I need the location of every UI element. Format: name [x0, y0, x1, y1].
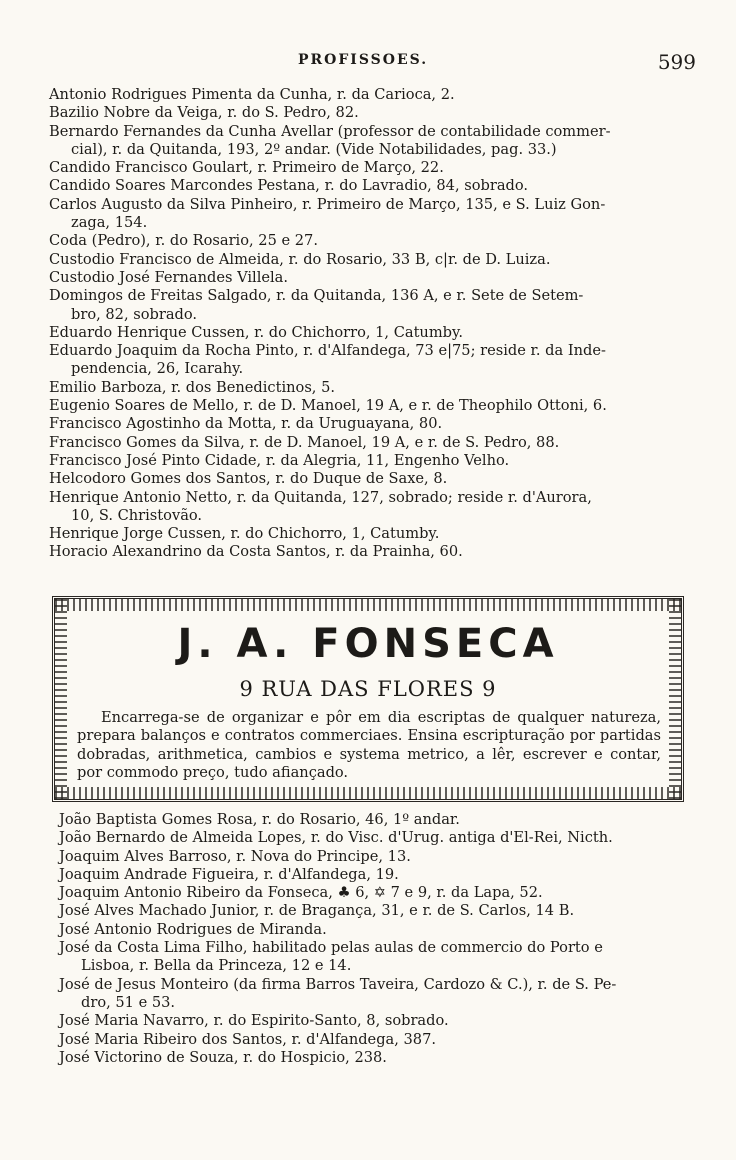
- entry-line: Coda (Pedro), r. do Rosario, 25 e 27.: [49, 232, 318, 250]
- entry-line: Francisco Gomes da Silva, r. de D. Manoel, 19 A, e r. de S. Pedro, 88.: [49, 433, 560, 451]
- directory-entry: [60, 884, 690, 902]
- entry-line: José da Costa Lima Filho, habilitado pelas aulas de commercio do Porto e: [59, 939, 603, 957]
- entry-continuation-line: dro, 51 e 53.: [81, 993, 176, 1011]
- entry-line: Domingos de Freitas Salgado, r. da Quitanda, 136 A, e r. Sete de Setem-: [49, 287, 584, 305]
- entry-line: Joaquim Andrade Figueira, r. d'Alfandega, 19.: [59, 865, 399, 883]
- directory-entry: [50, 104, 690, 122]
- entry-line: João Baptista Gomes Rosa, r. do Rosario, 46, 1º andar.: [59, 811, 460, 828]
- entry-continuation-line: pendencia, 26, Icarahy.: [71, 360, 244, 378]
- directory-entry: [60, 939, 690, 976]
- entry-line: Francisco Agostinho da Motta, r. da Uruguayana, 80.: [49, 415, 443, 433]
- entry-line: Eugenio Soares de Mello, r. de D. Manoel, 19 A, e r. de Theophilo Ottoni, 6.: [49, 397, 607, 415]
- directory-entry: [60, 848, 690, 866]
- entry-line: José Maria Ribeiro dos Santos, r. d'Alfandega, 387.: [59, 1030, 437, 1048]
- directory-entry: [50, 287, 690, 324]
- entry-line: Joaquim Alves Barroso, r. Nova do Principe, 13.: [59, 847, 411, 865]
- entry-line: José Maria Navarro, r. do Espirito-Santo, 8, sobrado.: [59, 1012, 449, 1030]
- advertisement-box: [52, 596, 684, 802]
- directory-entry: [60, 1031, 690, 1049]
- ornamental-border-bottom: [55, 787, 681, 799]
- entry-line: José Alves Machado Junior, r. de Bragança, 31, e r. de S. Carlos, 14 B.: [59, 902, 575, 920]
- entry-line: Francisco José Pinto Cidade, r. da Alegria, 11, Engenho Velho.: [49, 451, 510, 469]
- directory-entry: [50, 434, 690, 452]
- entry-line: Horacio Alexandrino da Costa Santos, r. da Prainha, 60.: [49, 543, 463, 561]
- directory-entry: [50, 525, 690, 543]
- directory-entry: [60, 921, 690, 939]
- entry-line: Henrique Jorge Cussen, r. do Chichorro, 1, Catumby.: [49, 525, 440, 543]
- directory-entry: [60, 829, 690, 847]
- entry-continuation-line: Lisboa, r. Bella da Princeza, 12 e 14.: [81, 957, 352, 975]
- entries-list-bottom: [60, 811, 690, 1067]
- entry-line: Eduardo Joaquim da Rocha Pinto, r. d'Alfandega, 73 e|75; reside r. da Inde-: [49, 342, 606, 360]
- directory-entry: [60, 902, 690, 920]
- entry-line: Custodio José Fernandes Villela.: [49, 268, 289, 286]
- directory-entry: [60, 1049, 690, 1067]
- directory-entry: [50, 470, 690, 488]
- advertisement-text: Encarrega-se de organizar e pôr em dia escriptas de qualquer natureza, prepara balanços e contratos commerciaes. Ensina escripturação por partidas dobradas, arithmetica, cambios e systema metrico, a lêr, escrever e contar, por commodo preço, tudo afiançado.: [77, 709, 661, 781]
- entry-line: José Victorino de Souza, r. do Hospicio, 238.: [59, 1048, 387, 1066]
- entry-line: Bazilio Nobre da Veiga, r. do S. Pedro, 82.: [49, 104, 359, 122]
- entry-line: Henrique Antonio Netto, r. da Quitanda, 127, sobrado; reside r. d'Aurora,: [49, 488, 592, 506]
- entry-line: José Antonio Rodrigues de Miranda.: [59, 920, 327, 938]
- directory-entry: [50, 86, 690, 104]
- entry-line: Candido Francisco Goulart, r. Primeiro de Março, 22.: [49, 159, 444, 177]
- directory-entry: [50, 196, 690, 233]
- entry-line: Eduardo Henrique Cussen, r. do Chichorro, 1, Catumby.: [49, 323, 463, 341]
- entry-line: Joaquim Antonio Ribeiro da Fonseca, ♣ 6, ✡ 7 e 9, r. da Lapa, 52.: [59, 884, 543, 902]
- entry-line: Antonio Rodrigues Pimenta da Cunha, r. da Carioca, 2.: [49, 86, 455, 103]
- entry-continuation-line: cial), r. da Quitanda, 193, 2º andar. (Vide Notabilidades, pag. 33.): [71, 140, 557, 158]
- entry-continuation-line: zaga, 154.: [71, 214, 148, 232]
- directory-entry: [50, 452, 690, 470]
- directory-entry: [50, 489, 690, 526]
- directory-entry: [50, 232, 690, 250]
- entry-line: Custodio Francisco de Almeida, r. do Rosario, 33 B, c|r. de D. Luiza.: [49, 250, 551, 268]
- directory-entry: [60, 866, 690, 884]
- directory-entry: [50, 269, 690, 287]
- entry-line: Candido Soares Marcondes Pestana, r. do Lavradio, 84, sobrado.: [49, 177, 529, 195]
- entries-list-top: [50, 86, 690, 562]
- directory-entry: [50, 251, 690, 269]
- directory-entry: [50, 342, 690, 379]
- entry-line: Bernardo Fernandes da Cunha Avellar (professor de contabilidade commer-: [49, 122, 611, 140]
- directory-entry: [60, 1012, 690, 1030]
- entry-line: José de Jesus Monteiro (da firma Barros Taveira, Cardozo & C.), r. de S. Pe-: [59, 975, 617, 993]
- directory-entry: [50, 123, 690, 160]
- entry-continuation-line: bro, 82, sobrado.: [71, 305, 198, 323]
- directory-entry: [50, 177, 690, 195]
- directory-entry: [50, 324, 690, 342]
- entry-line: João Bernardo de Almeida Lopes, r. do Visc. d'Urug. antiga d'El-Rei, Nicth.: [59, 829, 613, 847]
- directory-entry: [50, 397, 690, 415]
- entry-continuation-line: 10, S. Christovão.: [71, 506, 203, 524]
- running-title: PROFISSOES.: [298, 52, 429, 68]
- entry-line: Emilio Barboza, r. dos Benedictinos, 5.: [49, 378, 336, 396]
- directory-entry: [60, 976, 690, 1013]
- entry-line: Carlos Augusto da Silva Pinheiro, r. Primeiro de Março, 135, e S. Luiz Gon-: [49, 195, 606, 213]
- directory-entry: [50, 379, 690, 397]
- page-header: [48, 50, 696, 76]
- advertiser-name: J. A. FONSECA: [177, 621, 559, 667]
- page-number: 599: [657, 50, 696, 74]
- directory-entry: [50, 543, 690, 561]
- directory-entry: [60, 811, 690, 829]
- ornamental-border-top: [55, 599, 681, 611]
- advertiser-address: 9 RUA DAS FLORES 9: [239, 677, 497, 701]
- directory-entry: [50, 159, 690, 177]
- directory-entry: [50, 415, 690, 433]
- entry-line: Helcodoro Gomes dos Santos, r. do Duque de Saxe, 8.: [49, 470, 448, 488]
